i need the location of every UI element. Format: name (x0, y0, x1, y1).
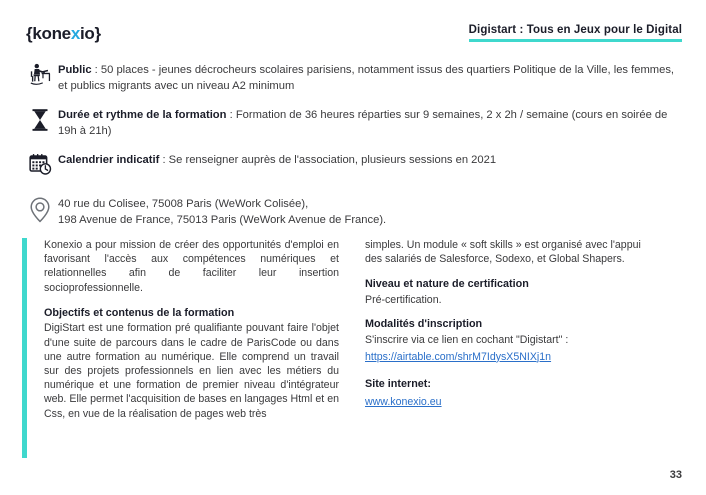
certification-text: Pré-certification. (365, 293, 442, 306)
right-column (365, 238, 660, 432)
info-row-calendar (22, 152, 684, 183)
konexio-website-link[interactable]: www.konexio.eu (365, 396, 442, 409)
info-row-public (22, 62, 684, 94)
inscription-text: S'inscrire via ce lien en cochant "Digistart" : (365, 333, 569, 346)
page-header (0, 0, 706, 52)
header-title-container (469, 24, 682, 42)
objectives-paragraph: DigiStart est une formation pré qualifiante pouvant faire l'objet d'une suite de parcours dans le cadre de ParisCode ou dans une autre formation au numérique. Elle comprend un travail sur des projets professionnels en lien avec les métiers du numérique et une formation de premier niveau d'intégrateur web. Elle permet l'acquisition de bases en langages Html et en Css, en vue de la réalisation de pages web très (44, 322, 339, 420)
info-separator-duration: : (226, 109, 236, 121)
left-column (44, 238, 339, 432)
konexio-logo (26, 24, 101, 44)
airtable-registration-link[interactable]: https://airtable.com/shrM7IdysX5NIXj1n (365, 350, 552, 363)
logo-text-part1: kone (32, 24, 71, 43)
hourglass-icon (22, 107, 58, 138)
info-label-calendar: Calendrier indicatif (58, 154, 160, 166)
page-title: Digistart : Tous en Jeux pour le Digital (468, 24, 682, 36)
header-accent-rule (469, 39, 682, 42)
logo-text-part3: io (79, 24, 95, 43)
info-row-address (22, 196, 684, 228)
logo-brace-open: { (26, 24, 33, 43)
info-row-public-text (58, 62, 684, 94)
objectives-continuation: simples. Un module « soft skills » est organisé avec l'appui des salariés de Salesforce, Sodexo, et Global Shapers. (365, 239, 641, 266)
info-separator-public: : (91, 64, 101, 76)
info-list (22, 62, 684, 228)
website-heading: Site internet: (365, 377, 431, 390)
certification-heading: Niveau et nature de certification (365, 278, 529, 291)
location-pin-icon (22, 196, 58, 227)
info-value-calendar: Se renseigner auprès de l'association, plusieurs sessions en 2021 (168, 154, 497, 166)
info-row-calendar-text (58, 152, 496, 169)
logo-text-accent: x (70, 24, 80, 43)
info-value-public: 50 places - jeunes décrocheurs scolaires parisiens, notamment issus des quartiers Politique de la Ville, les femmes, et publics migrants avec un niveau A2 minimum (58, 64, 675, 92)
address-text (58, 196, 386, 228)
mission-paragraph: Konexio a pour mission de créer des opportunités d'emploi en favorisant l'accès aux compétences numériques et relationnelles afin de faciliter leur insertion socioprofessionnelle. (44, 239, 339, 294)
column-spacer (365, 365, 660, 377)
info-value-duration: Formation de 36 heures réparties sur 9 semaines, 2 x 2h / semaine (cours en soirée de 19h à 21h) (58, 109, 668, 137)
body-columns (44, 238, 684, 432)
info-label-public: Public (58, 64, 92, 76)
info-row-duration-text (58, 107, 684, 139)
teal-accent-bar (22, 238, 27, 458)
calendar-clock-icon (22, 152, 58, 183)
objectives-heading: Objectifs et contenus de la formation (44, 306, 235, 319)
address-line-1: 40 rue du Colisee, 75008 Paris (WeWork Colisée), (58, 198, 309, 210)
info-separator-calendar: : (159, 154, 169, 166)
person-at-desk-icon (22, 62, 58, 93)
info-row-duration (22, 107, 684, 139)
info-label-duration: Durée et rythme de la formation (58, 109, 227, 121)
address-line-2: 198 Avenue de France, 75013 Paris (WeWork Avenue de France). (58, 213, 387, 226)
logo-brace-close: } (94, 24, 101, 43)
inscription-heading: Modalités d'inscription (365, 318, 483, 331)
page-number: 33 (669, 469, 682, 481)
